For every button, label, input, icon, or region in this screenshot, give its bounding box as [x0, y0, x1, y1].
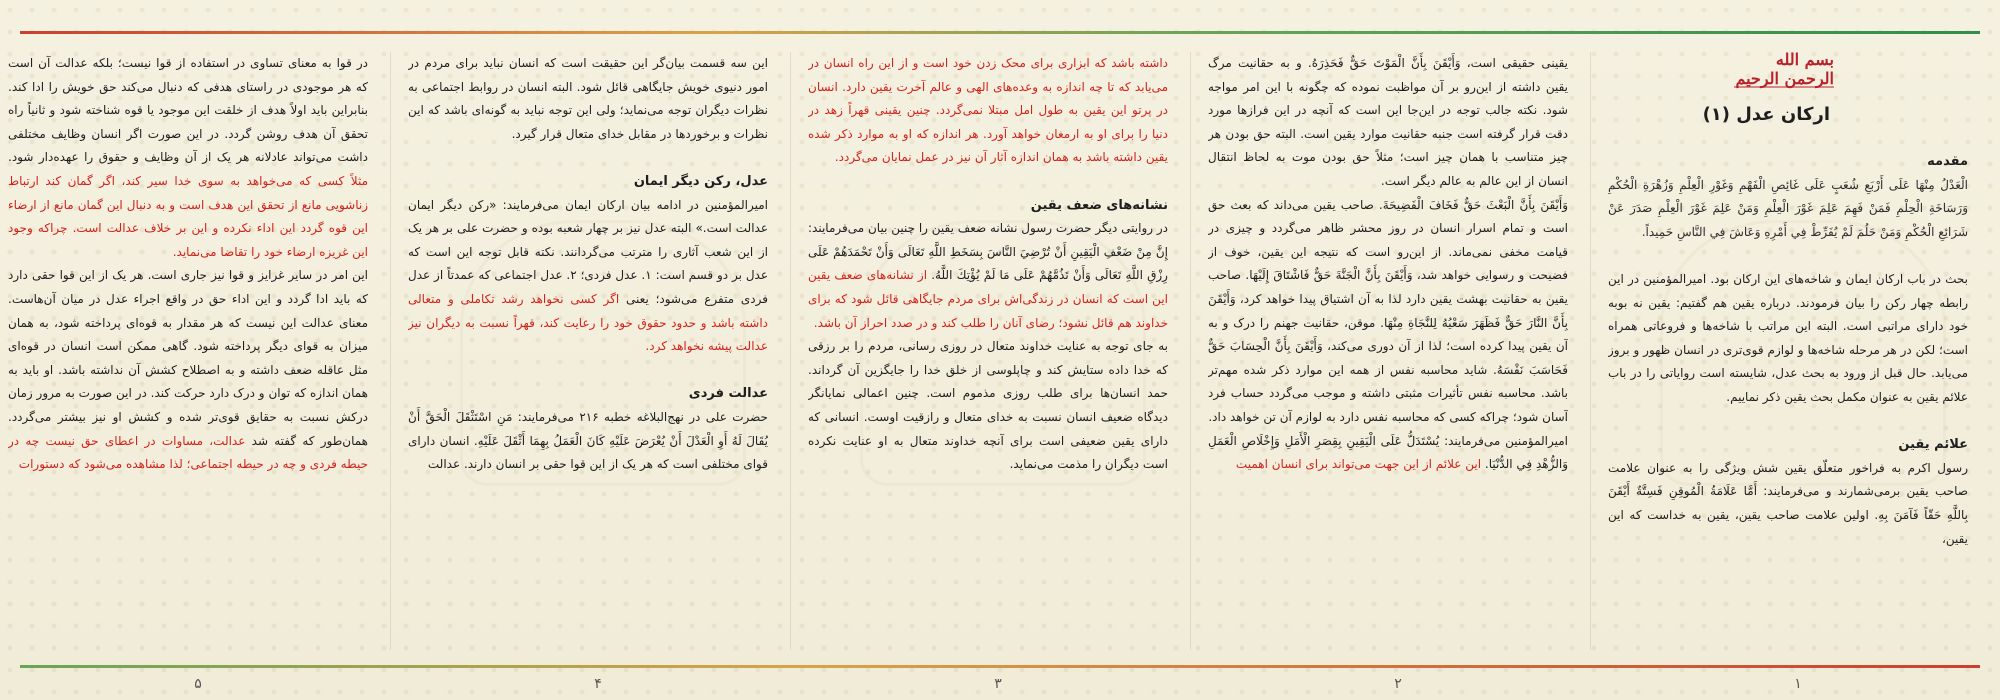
bottom-decorative-line — [20, 665, 1980, 668]
paragraph — [808, 217, 1168, 335]
bismillah-calligraphy: بسم الله الرحمن الرحیم — [1735, 50, 1834, 88]
highlighted-text: از نشانه‌های ضعف یقین این است که انسان در زندگی‌اش برای مردم جایگاهی قائل شود که برای خداوند هم قائل نشود؛ رضای آنان را طلب کند و در صدد احراز آن باشد. — [808, 268, 1168, 330]
paragraph: بحث در باب ارکان ایمان و شاخه‌های این ارکان بود. امیرالمؤمنین در این رابطه چهار رکن را بیان فرمودند. درباره یقین هم گفتیم: یقین نه بوبه خود دارای مراتبی است. البته این مراتب با شاخه‌ها و فروعاتی همراه است؛ لکن در هر مرحله شاخه‌ها و لوازم قوی‌تری در انسان ظهور و بروز می‌یابد. حال قبل از ورود به بحث عدل، شایسته است روایاتی را در باب علائم یقین به عنوان مکمل بحث یقین ذکر نماییم. — [1608, 271, 1968, 404]
column-5 — [8, 52, 368, 650]
paragraph-text: این امر در سایر غرایز و قوا نیز جاری است. هر یک از این قوا حقی دارد که باید ادا گردد و این اداء حق در واقع اجراء عدل در میان آن‌هاست. معنای عدالت این نیست که هر مقدار به قوه‌ای پرداخته شود، به همان میزان به قوای دیگر پرداخته شود. گاهی ممکن است انسان در قوه‌ای مثل عاقله ضعف داشته و به اصطلاح کشش آن نداشته باشد. او باید به همان اندازه که توان و درک دارد حرکت کند. در این صورت به مرور زمان درکش نسبت به حقایق قوی‌تر شده و کشش او نیز بیشتر می‌گردد. همان‌طور که گفته شد — [8, 268, 368, 448]
paragraph: حضرت علی در نهج‌البلاغه خطبه ۲۱۶ می‌فرمایند: مَنِ اسْتَثْقَلَ الْحَقَّ أَنْ يُقَالَ لَهُ أَوِ الْعَدْلَ أَنْ يُعْرَضَ عَلَيْهِ كَانَ الْعَمَلُ بِهِمَا أَثْقَلَ عَلَيْهِ. انسان دارای قوای مختلفی است که هر یک از این قوا حقی بر انسان دارند. عدالت — [408, 409, 768, 472]
paragraph-text: امیرالمؤمنین در ادامه بیان ارکان ایمان می‌فرمایند: «رکن دیگر ایمان عدالت است.» البته عدل نیز بر چهار شعبه بوده و حضرت علی بر هر یک از این شعب آثاری را مترتب می‌گردانند. نکته قابل توجه این است که عدل بر دو قسم است: ۱. عدل فردی؛ ۲. عدل اجتماعی که عمدتاً از عدل فردی متفرع می‌شود؛ یعنی — [408, 197, 768, 306]
column-divider — [1190, 52, 1191, 650]
paragraph-text: امیرالمؤمنین می‌فرمایند: يُسْتَدَلُّ عَلَى الْيَقِينِ بِقِصَرِ الْأَمَلِ وَإِخْلَاصِ الْعَمَلِ وَالزُّهْدِ فِي الدُّنْيَا. — [1208, 433, 1568, 472]
page-number: ۱ — [1794, 676, 1802, 692]
paragraph-text: در روایتی دیگر حضرت رسول نشانه ضعف یقین را چنین بیان می‌فرمایند: إِنَّ مِنْ ضَعْفِ الْيَقِينِ أَنْ تُرْضِيَ النَّاسَ بِسَخَطِ اللَّهِ تَعَالَى وَأَنْ تَحْمَدَهُمْ عَلَى رِزْقِ اللَّهِ تَعَالَى وَأَنْ تَذُمَّهُمْ عَلَى مَا لَمْ يُؤْتِكَ اللَّهُ. — [808, 221, 1168, 283]
section-heading-weak-certainty: نشانه‌های ضعف یقین — [1030, 197, 1168, 213]
page-number: ۲ — [1394, 676, 1402, 692]
page-number: ۵ — [194, 676, 202, 692]
column-divider — [1590, 52, 1591, 650]
paragraph — [8, 264, 368, 476]
section-heading-justice: عدل، رکن دیگر ایمان — [633, 173, 768, 189]
column-divider — [390, 52, 391, 650]
page-title: ارکان عدل (۱) — [1702, 104, 1830, 125]
column-4 — [408, 52, 768, 650]
column-3 — [808, 52, 1168, 650]
section-heading-individual-justice: عدالت فردی — [688, 386, 768, 402]
highlighted-paragraph: داشته باشد که ابزاری برای محک زدن خود است و از این راه انسان در می‌یابد که تا چه اندازه به وعده‌های الهی و عالم آخرت یقین دارد. انسان در پرتو این یقین به طول امل مبتلا نمی‌گردد. چنین یقینی قهراً زهد در دنیا را برای او به ارمغان خواهد آورد. هر اندازه که او به موارد ذکر شده یقین داشته باشد به همان اندازه آثار آن نیز در عمل نمایان می‌گردد. — [808, 56, 1168, 165]
column-divider — [790, 52, 791, 650]
paragraph — [408, 194, 768, 359]
highlighted-text: عدالت، مساوات در اعطای حق نیست چه در حیطه فردی و چه در حیطه اجتماعی؛ لذا مشاهده می‌شود که دستورات — [8, 433, 368, 472]
page-number: ۳ — [994, 676, 1002, 692]
paragraph: به جای توجه به عنایت خداوند متعال در روزی رسانی، مردم را بر رزقی که خدا داده ستایش کند و چاپلوسی از خلق خدا را جایگزین آن گرداند. حمد انسان‌ها برای طلب روزی مذموم است. چنین اعمالی نمایانگر دیدگاه ضعیف انسان نسبت به خدای متعال و رازقیت اوست. انسانی که دارای یقین ضعیفی است برای آنچه خداوند متعال به او عنایت نکرده است دیگران را مذمت می‌نماید. — [808, 339, 1168, 472]
page-number: ۴ — [594, 676, 602, 692]
paragraph: یقینی حقیقی است، وَأَيْقَنَ بِأَنَّ الْمَوْتَ حَقٌّ فَحَذِرَهُ. و به حقانیت مرگ یقین داشته از این‌رو بر آن مواظبت نموده که چگونه با این امر مواجه شود. نکته جالب توجه در این‌جا این است که آنچه در این فرازها مورد دقت قرار گرفته است جنبه حقانیت موارد یقین است. البته حق بودن هر چیز متناسب با همان چیز است؛ مثلاً حق بودن موت به لحاظ انتقال انسان از این عالم به عالم دیگر است. — [1208, 56, 1568, 188]
highlighted-text: اگر کسی نخواهد رشد تکاملی و متعالی داشته باشد و حدود حقوق خود را رعایت کند، قهراً نسبت به دیگران نیز عدالت پیشه نخواهد کرد. — [408, 291, 768, 354]
paragraph: وَأَيْقَنَ بِأَنَّ الْبَعْثَ حَقٌّ فَخَافَ الْفَضِيحَةَ. صاحب یقین می‌داند که بعث حق است و تمام اسرار انسان در روز محشر ظاهر می‌گردد و چیزی در قیامت مخفی نمی‌ماند. از این‌رو است که نتیجه این یقین، خوف از فضیحت و رسوایی خواهد شد، وَأَيْقَنَ بِأَنَّ الْجَنَّةَ حَقٌّ فَاشْتَاقَ إِلَيْهَا. صاحب یقین به حقانیت بهشت یقین دارد لذا به آن اشتیاق پیدا خواهد کرد، وَأَيْقَنَ بِأَنَّ النَّارَ حَقٌّ فَظَهَرَ سَعْيُهُ لِلنَّجَاةِ مِنْهَا. موقن، حقانیت جهنم را درک و به آن یقین پیدا کرده است؛ لذا از آن دوری می‌کند، وَأَيْقَنَ بِأَنَّ الْحِسَابَ حَقٌّ فَحَاسَبَ نَفْسَهُ. شاید محاسبه نفس از همه این موارد ذکر شده مهم‌تر باشد. محاسبه نفس تأثیرات مثبتی داشته و موجب می‌گردد حساب فرد آسان شود؛ چراکه کسی که محاسبه نفس دارد به لوازم آن تن خواهد داد. — [1208, 197, 1568, 424]
column-2 — [1208, 52, 1568, 650]
highlighted-text: مثلاً کسی که می‌خواهد به سوی خدا سیر کند، اگر گمان کند ارتباط زناشویی مانع از تحقق این هدف است و به دنبال این گمان مانع از ارضاء این قوه گردد این اداء نکرده و این بر خلاف عدالت است. چراکه وجود این غریزه ارضاء خود را تقاضا می‌نماید. — [8, 173, 368, 259]
highlighted-text: این علائم از این جهت می‌تواند برای انسان اهمیت — [1235, 457, 1482, 472]
paragraph: این سه قسمت بیان‌گر این حقیقت است که انسان نباید برای مردم در امور دنیوی خویش جایگاهی قائل شود. البته انسان در روابط اجتماعی به نظرات دیگران توجه می‌نماید؛ ولی این توجه نباید به گونه‌ای باشد که این نظرات و برخوردها در مقابل خدای متعال قرار گیرد. — [408, 56, 768, 141]
paragraph — [8, 52, 368, 264]
section-heading-signs: علائم یقین — [1898, 437, 1968, 453]
paragraph: رسول اکرم به فراخور متعلّق یقین شش ویژگی را به عنوان علامت صاحب یقین برمی‌شمارند و می‌فرمایند: أَمَّا عَلَامَةُ الْمُوقِنِ فَسِتَّةٌ أَيْقَنَ بِاللَّهِ حَقّاً فَآمَنَ بِهِ. اولین علامت صاحب یقین، یقین به خداست که این یقین، — [1608, 460, 1968, 546]
arabic-quote: الْعَدْلُ مِنْهَا عَلَى أَرْبَعِ شُعَبٍ عَلَى غَائِصِ الْفَهْمِ وَغَوْرِ الْعِلْمِ وَزُهْرَةِ الْحُكْمِ وَرَسَاخَةِ الْحِلْمِ فَمَنْ فَهِمَ عَلِمَ غَوْرَ الْعِلْمِ وَمَنْ عَلِمَ غَوْرَ الْعِلْمِ صَدَرَ عَنْ شَرَائِعِ الْحُكْمِ وَمَنْ حَلُمَ لَمْ يُفَرِّطْ فِي أَمْرِهِ وَعَاشَ فِي النَّاسِ حَمِيداً. — [1608, 177, 1968, 239]
paragraph — [1208, 430, 1568, 477]
top-decorative-line — [20, 31, 1980, 34]
paragraph-text: در قوا به معنای تساوی در استفاده از قوا نیست؛ بلکه عدالت آن است که هر موجودی در راستای هدفی که دنبال می‌کند حق خویش را ادا کند. بنابراین باید اولاً هدف از خلقت این موجود یا قوه شناخته شود و ثانیاً راه تحقق آن هدف روشن گردد. در این صورت اگر انسان وظایف مختلفی داشت می‌تواند عادلانه هر یک از آن وظایف و حقوق را عهده‌دار شود. — [8, 56, 368, 165]
column-1 — [1608, 150, 1968, 650]
section-heading-intro: مقدمه — [1927, 154, 1968, 169]
